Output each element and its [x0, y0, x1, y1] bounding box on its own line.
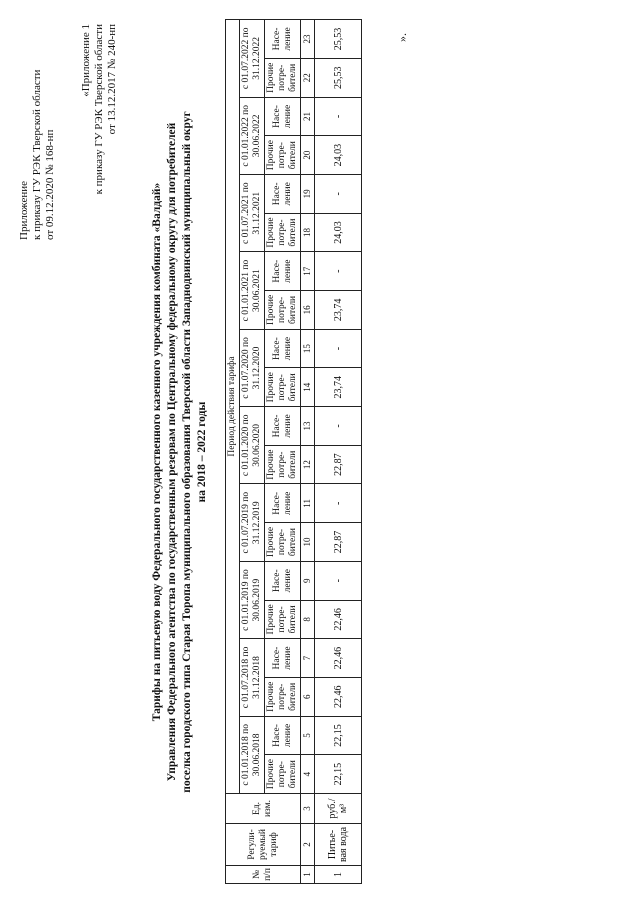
header-unit: Ед. изм.: [226, 794, 301, 824]
tariff-value-cell: 25,53: [315, 58, 362, 97]
column-number: 11: [301, 484, 315, 523]
period-header: с 01.07.2019 по 31.12.2019: [240, 484, 265, 561]
tariff-value-cell: 24,03: [315, 136, 362, 175]
subheader-other-consumers: Прочие потре-бители: [265, 677, 301, 716]
subheader-population: Насе-ление: [265, 252, 301, 291]
column-number: 3: [301, 794, 315, 824]
tariff-value-cell: 22,15: [315, 755, 362, 794]
column-number-row: [301, 20, 315, 884]
column-number: 5: [301, 716, 315, 755]
column-number: 12: [301, 445, 315, 484]
period-row: [240, 20, 265, 884]
period-header: с 01.01.2021 по 30.06.2021: [240, 252, 265, 329]
column-number: 4: [301, 755, 315, 794]
tariff-table: [225, 19, 362, 884]
column-number: 10: [301, 523, 315, 562]
period-header: с 01.01.2020 по 30.06.2020: [240, 407, 265, 484]
title-line: Управления Федерального агентства по государственным резервам по Центральному федеральному округу для потребителей: [166, 122, 178, 782]
subheader-population: Насе-ление: [265, 484, 301, 523]
tariff-value-cell: -: [315, 97, 362, 136]
tariff-value-cell: 22,46: [315, 600, 362, 639]
column-number: 23: [301, 20, 315, 59]
column-number: 9: [301, 561, 315, 600]
row-number: 1: [315, 866, 362, 884]
subheader-other-consumers: Прочие потре-бители: [265, 213, 301, 252]
title-line: поселка городского типа Старая Торопа муниципального образования Тверской области Западнодвинский муниципальный округ: [181, 111, 193, 793]
title-line: на 2018 – 2022 годы: [196, 401, 208, 503]
column-number: 13: [301, 407, 315, 446]
subheader-other-consumers: Прочие потре-бители: [265, 58, 301, 97]
tariff-value-cell: -: [315, 252, 362, 291]
column-number: 17: [301, 252, 315, 291]
appendix-line: от 09.12.2020 № 168-нп: [44, 129, 56, 240]
subheader-population: Насе-ление: [265, 639, 301, 678]
tariff-value-cell: -: [315, 329, 362, 368]
subheader-other-consumers: Прочие потре-бители: [265, 368, 301, 407]
subheader-other-consumers: Прочие потре-бители: [265, 523, 301, 562]
subheader-population: Насе-ление: [265, 97, 301, 136]
column-number: 20: [301, 136, 315, 175]
column-number: 15: [301, 329, 315, 368]
title-line: Тарифы на питьевую воду Федерального государственного казенного учреждения комбината «Валдай»: [151, 182, 163, 722]
column-number: 22: [301, 58, 315, 97]
tariff-value-cell: 24,03: [315, 213, 362, 252]
period-header: с 01.07.2020 по 31.12.2020: [240, 329, 265, 406]
subheader-other-consumers: Прочие потре-бители: [265, 600, 301, 639]
tariff-value-cell: -: [315, 407, 362, 446]
tariff-value-cell: 25,53: [315, 20, 362, 59]
period-header: с 01.01.2018 по 30.06.2018: [240, 716, 265, 793]
column-number: 18: [301, 213, 315, 252]
table-row: [315, 20, 362, 884]
appendix-line: к приказу ГУ РЭК Тверской области: [31, 69, 43, 240]
subheader-population: Насе-ление: [265, 407, 301, 446]
column-number: 14: [301, 368, 315, 407]
column-number: 7: [301, 639, 315, 678]
subheader-population: Насе-ление: [265, 561, 301, 600]
column-number: 16: [301, 291, 315, 330]
row-unit: руб./м³: [315, 794, 362, 824]
subheader-other-consumers: Прочие потре-бители: [265, 136, 301, 175]
header-number: № п/п: [226, 866, 301, 884]
period-header: с 01.07.2021 по 31.12.2021: [240, 175, 265, 252]
orig-appendix-line: к приказу ГУ РЭК Тверской области: [93, 24, 105, 195]
row-tariff: Питье-вая вода: [315, 824, 362, 866]
tariff-value-cell: -: [315, 484, 362, 523]
header-period: Период действия тарифа: [226, 20, 240, 794]
header-tariff: Регули-руемый тариф: [226, 824, 301, 866]
column-number: 21: [301, 97, 315, 136]
subheader-other-consumers: Прочие потре-бители: [265, 291, 301, 330]
tariff-value-cell: 22,87: [315, 445, 362, 484]
document-title: [150, 0, 210, 904]
column-number: 2: [301, 824, 315, 866]
orig-appendix-line: «Приложение 1: [80, 24, 92, 97]
period-header: с 01.01.2019 по 30.06.2019: [240, 561, 265, 638]
column-number: 1: [301, 866, 315, 884]
tariff-value-cell: 22,46: [315, 677, 362, 716]
period-header: с 01.01.2022 по 30.06.2022: [240, 97, 265, 174]
tariff-value-cell: -: [315, 175, 362, 214]
subheader-population: Насе-ление: [265, 20, 301, 59]
column-number: 19: [301, 175, 315, 214]
subheader-population: Насе-ление: [265, 716, 301, 755]
tariff-value-cell: 23,74: [315, 368, 362, 407]
tariff-value-cell: 23,74: [315, 291, 362, 330]
subheader-row: [265, 20, 301, 884]
subheader-population: Насе-ление: [265, 175, 301, 214]
subheader-population: Насе-ление: [265, 329, 301, 368]
appendix-line: Приложение: [18, 180, 30, 240]
tariff-value-cell: 22,46: [315, 639, 362, 678]
original-appendix-header: [80, 24, 119, 274]
column-number: 8: [301, 600, 315, 639]
closing-mark: ».: [395, 33, 409, 42]
orig-appendix-line: от 13.12.2017 № 240-нп: [106, 24, 118, 135]
tariff-value-cell: -: [315, 561, 362, 600]
subheader-other-consumers: Прочие потре-бители: [265, 755, 301, 794]
period-header: с 01.07.2018 по 31.12.2018: [240, 639, 265, 716]
tariff-value-cell: 22,87: [315, 523, 362, 562]
subheader-other-consumers: Прочие потре-бители: [265, 445, 301, 484]
column-number: 6: [301, 677, 315, 716]
period-header: с 01.07.2022 по 31.12.2022: [240, 20, 265, 98]
appendix-header: [18, 20, 57, 240]
tariff-value-cell: 22,15: [315, 716, 362, 755]
